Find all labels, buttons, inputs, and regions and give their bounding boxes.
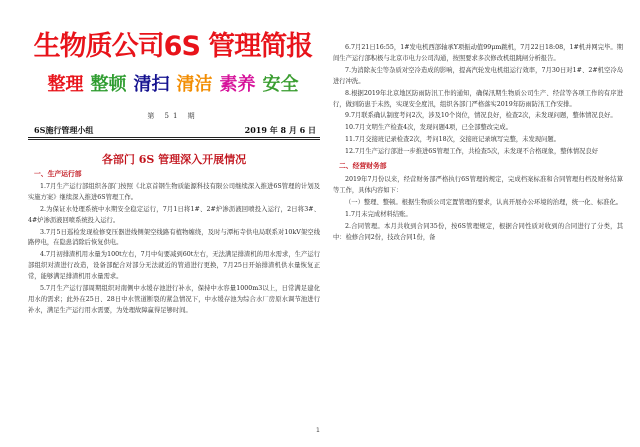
masthead-meta xyxy=(34,125,316,136)
paragraph: 2.为保证水处理系统中水期安全稳定运行，7月1日将1#、2#炉渗沥液回喷投入运行，2日将3#、4#炉渗沥液回喷系统投入运行。 xyxy=(28,205,320,224)
slogan-word: 整理 xyxy=(47,74,84,95)
issue-number: 第 51 期 xyxy=(147,112,199,120)
section-heading: 二、经营财务部 xyxy=(339,162,387,171)
slogan-word: 清扫 xyxy=(133,74,170,95)
slogan-word: 素养 xyxy=(219,74,256,95)
divider xyxy=(28,139,320,140)
article-headline: 各部门 6S 管理深入开展情况 xyxy=(101,153,247,166)
paragraph: 7.为消除灰尘等杂质对空冷造成的影响，提高汽轮发电机组运行效率，7月30日对1#、2#机空冷岛进行冲洗。 xyxy=(333,66,623,85)
paragraph: 11.7月交接班记录检查2次，考问18次，交接班记录填写完整，未发现问题。 xyxy=(345,136,560,144)
slogan-word: 清洁 xyxy=(176,74,213,95)
paragraph: 2019年7月份以来，经营财务部严格执行6S管理的规定，完成档案标准和合同管理归档及财务结算等工作，具体内容如下： xyxy=(333,175,623,194)
paragraph: 10.7月文明生产检查4次，发现问题4项，已全部整改完成。 xyxy=(345,124,512,132)
publish-date: 2019 年 8 月 6 日 xyxy=(244,125,316,135)
section-heading: 一、生产运行部 xyxy=(34,170,82,178)
masthead-slogan xyxy=(28,74,318,96)
paragraph: （一）整理、整顿。根据生物质公司定置管理的要求，认真开展办公环境的治理，统一化、标准化。 xyxy=(345,198,623,206)
paragraph: 9.7月联系确认制度考问2次，涉及10个岗位，情况良好，检查2次，未发现问题，整体情况良好。 xyxy=(345,112,617,120)
paragraph: 2.合同管理。本月共收到合同35份，按6S管理规定，根据合同性质对收到的合同进行了分类，其中：检修合同2份，技改合同1份，备 xyxy=(333,222,623,241)
page-number: 1 xyxy=(316,427,320,434)
left-column xyxy=(28,0,318,447)
slogan-word: 安全 xyxy=(262,74,299,95)
divider xyxy=(28,137,320,138)
paragraph: 1.7月生产运行部组织各部门按照《北京首钢生物质能源科技有限公司继续深入推进6S管理的计划及实施方案》继续深入推进6S管理工作。 xyxy=(28,182,320,201)
paragraph: 12.7月生产运行部进一步推进6S管理工作，共检查5次，未发现不合格现象，整体情况良好 xyxy=(345,148,599,156)
paragraph: 4.7月初排渣机用水量为100t左右，7月中旬要减到60t左右，无法满足排渣机的用水需求，生产运行部组织对渣进行改造，设备部配合对部分无法就近的管道进行更换，7月25日开始排渣机供水量恢复正常，能够满足排渣机用水量需求。 xyxy=(28,251,320,281)
right-article-body xyxy=(333,43,623,244)
right-column xyxy=(333,0,623,447)
paragraph: 5.7月生产运行部周期组织对南侧中水缓存池进行补水，保持中水容量1000m3以上，日常满足建化用水的需求；此外在25日、28日中水管道断裂的紧急情况下，中水缓存池为综合水厂房原水调节池进行补水，满足生产运行用水需要，为处理故障赢得足够时间。 xyxy=(28,285,320,314)
publisher: 6S施行管理小组 xyxy=(34,125,94,135)
slogan-word: 整顿 xyxy=(90,74,127,95)
paragraph: 6.7月21日16:55，1#发电机西部轴承Y项振动值99μm跳机，7月22日18:08，1#机并网完毕。期间生产运行部积极与北京市电力公司沟通，按照要求多次修改机组跳闸分析报告。 xyxy=(333,44,623,62)
left-article-body xyxy=(28,169,320,318)
paragraph: 1.7月未完成材料结账。 xyxy=(345,210,412,218)
paragraph: 3.7月5日巡检发现检修变压器进线侧架空线路有植物缠绕，及时与潭柘寺供电局联系对10kV架空线路停电，在隐患消除后恢复供电。 xyxy=(28,228,320,247)
masthead-title: 生物质公司6S 管理简报 xyxy=(33,31,313,62)
paragraph: 8.根据2019年北京地区防雨防汛工作的通知，确保汛期生物质公司生产、经营等各项工作的有序进行，做到防患于未然，实现安全度汛，组织各部门严格落实2019年防雨防汛工作安排。 xyxy=(333,89,623,108)
